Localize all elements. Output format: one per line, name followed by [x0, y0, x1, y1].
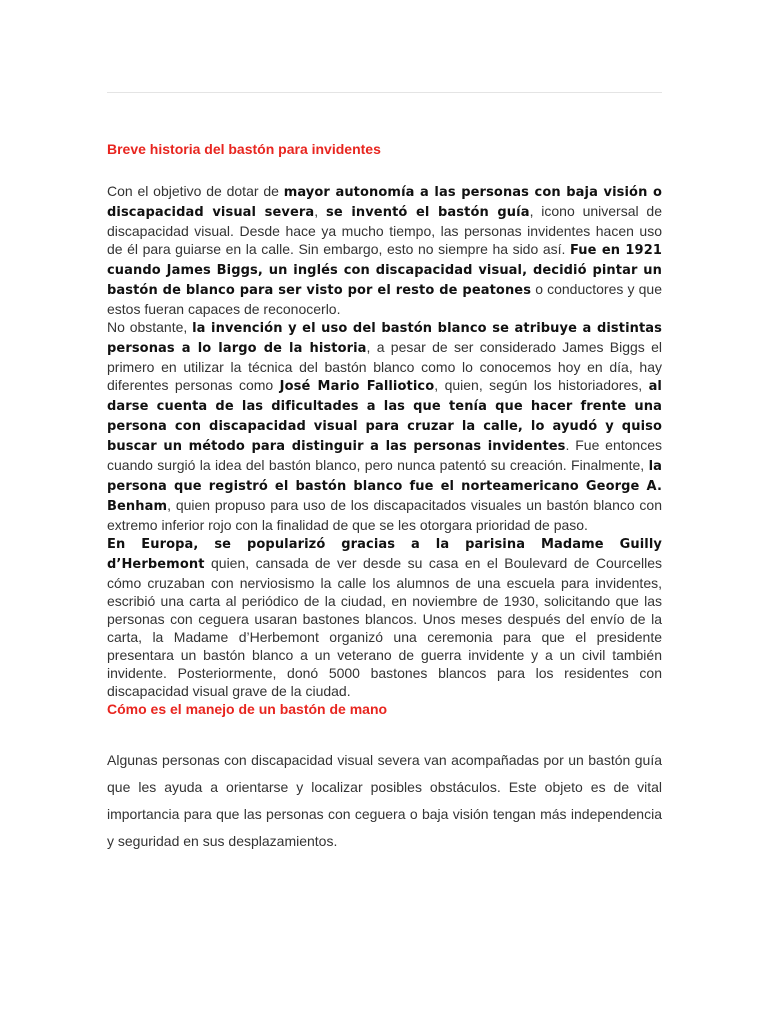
text-run: quien, cansada de ver desde su casa en el Boulevard de Courcelles cómo cruzaban con nerviosismo la calle los alumnos de una escuela para invidentes, escribió una carta al periódico de la ciudad, en noviembre de 1930, solicitando que las personas con ceguera usaran bastones blancos. Unos meses después del envío de la carta, la Madame d’Herbemont organizó una ceremonia para que el presidente presentara un bastón blanco a un veterano de guerra invidente y a un civil también invidente. Posteriormente, donó 5000 bastones blancos para los residentes con discapacidad visual grave de la ciudad. — [107, 555, 662, 699]
section-heading-history: Breve historia del bastón para invidentes — [107, 141, 381, 157]
bold-run: la invención y el uso del bastón blanco se atribuye a distintas personas a lo largo de la historia — [107, 321, 663, 356]
paragraph-europe — [107, 534, 662, 700]
bold-run: al darse cuenta de las dificultades a las que tenía que hacer frente una persona con discapacidad visual para cruzar la calle, lo ayudó y quiso buscar un método para distinguir a las personas invidentes — [107, 379, 662, 454]
text-run: o conductores y que estos fueran capaces de reconocerlo. — [107, 281, 662, 317]
text-run: No obstante, — [107, 319, 193, 335]
text-run: . Fue entonces cuando surgió la idea del bastón blanco, pero nunca patentó su creación. Finalmente, — [107, 437, 662, 473]
paragraph-inventors — [107, 318, 662, 534]
text-run: Con el objetivo de dotar de — [107, 183, 284, 199]
bold-run: la persona que registró el bastón blanco fue el norteamericano George A. Benham — [107, 459, 662, 514]
text-run: , quien propuso para uso de los discapacitados visuales un bastón blanco con extremo inferior rojo con la finalidad de que se les otorgara prioridad de paso. — [107, 497, 662, 533]
text-run: , a pesar de ser considerado James Biggs el primero en utilizar la técnica del bastón blanco como lo conocemos hoy en día, hay diferentes personas como — [107, 339, 662, 393]
bold-run: se inventó el bastón guía — [326, 205, 530, 220]
text-run: , quien, según los historiadores, — [434, 377, 649, 393]
bold-run: Fue en 1921 cuando James Biggs, un inglés con discapacidad visual, decidió pintar un bastón de blanco para ser visto por el resto de peatones — [107, 243, 662, 298]
paragraph-intro — [107, 182, 662, 318]
top-divider — [107, 92, 662, 93]
text-run: , — [314, 203, 327, 219]
bold-run: José Mario Falliotico — [279, 379, 435, 394]
text-run: , icono universal de discapacidad visual. Desde hace ya mucho tiempo, las personas invidentes hacen uso de él para guiarse en la calle. Sin embargo, esto no siempre ha sido así. — [107, 203, 662, 257]
article — [107, 140, 662, 855]
bold-run: mayor autonomía a las personas con baja visión o discapacidad visual severa — [107, 185, 662, 220]
paragraph-usage: Algunas personas con discapacidad visual severa van acompañadas por un bastón guía que les ayuda a orientarse y localizar posibles obstáculos. Este objeto es de vital importancia para que las personas con ceguera o baja visión tengan más independencia y seguridad en sus desplazamientos. — [107, 752, 662, 849]
section-heading-usage: Cómo es el manejo de un bastón de mano — [107, 701, 388, 717]
bold-run: En Europa, se popularizó gracias a la parisina Madame Guilly d’Herbemont — [107, 537, 662, 572]
